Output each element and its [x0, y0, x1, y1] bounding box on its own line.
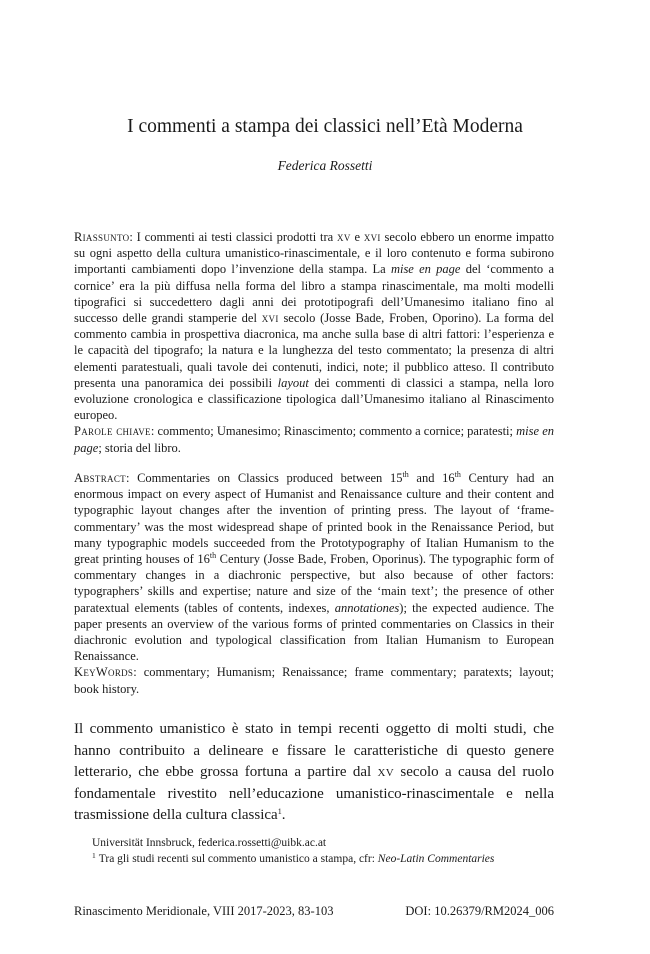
- footnotes: [92, 835, 554, 867]
- author-affiliation: Universität Innsbruck, federica.rossetti@uibk.ac.at: [92, 837, 327, 849]
- riassunto-paragraph: [74, 229, 554, 423]
- body-text: .: [281, 807, 286, 823]
- english-abstract-section: [74, 470, 554, 697]
- article-title: I commenti a stampa dei classici nell’Età Moderna: [127, 116, 523, 137]
- abstract-paragraph: [74, 470, 554, 664]
- italic-title: Neo-Latin Commentaries: [377, 853, 495, 865]
- riassunto-text: secolo ebbero un enorme impatto su ogni aspetto della cultura umanistico-rinascimentale, e il loro contenuto e forma subirono importanti cambiamenti dopo l’invenzione della stampa. La: [74, 230, 554, 277]
- century-numeral: xvi: [363, 230, 381, 244]
- footnote-1: [92, 851, 554, 867]
- page-footer: [74, 904, 554, 919]
- italic-term: mise en page: [74, 424, 554, 455]
- parole-chiave-text: ; storia del libro.: [98, 440, 181, 455]
- body-paragraph: [74, 719, 554, 827]
- italic-term: mise en page: [390, 262, 461, 277]
- ordinal-suffix: th: [402, 470, 409, 479]
- abstract-text: Century had an enormous impact on every aspect of Humanist and Renaissance culture and their content and typographic layout changes after the invention of printing press. The layout of ‘frame-commentary’ was the most widespread shape of printed book in the Renaissance Period, but many typographic models succeeded from the Prototypography of Italian Humanism to the great printing houses of 16: [74, 471, 554, 567]
- riassunto-text: secolo (Josse Bade, Froben, Oporino). La forma del commento cambia in prospettiva diacronica, ma anche sulla base di altri fattori: l’esperienza e le capacità del tipografo; la natura e la lunghezza del testo commentato; la presenza di altri elementi paratestuali, quali tavole dei contenuti, indici, note; il pubblico atteso. Il contributo presenta una panoramica dei possibili: [74, 311, 555, 390]
- italic-term: annotationes: [334, 600, 400, 615]
- italian-abstract-section: [74, 229, 554, 456]
- keywords-label: KeyWords: [74, 665, 134, 680]
- italic-term: layout: [277, 375, 309, 390]
- abstract-label: Abstract: [74, 471, 126, 485]
- body-text: secolo a causa del ruolo fondamentale rivestito nell’educazione umanistico-rinascimentale e nella trasmissione della cultura classica: [74, 764, 554, 823]
- footnote-reference[interactable]: 1: [277, 807, 282, 816]
- ordinal-suffix: th: [454, 470, 461, 479]
- riassunto-text: e: [350, 230, 364, 244]
- parole-chiave-paragraph: [74, 423, 554, 455]
- ordinal-suffix: th: [209, 551, 217, 561]
- abstract-text: : Commentaries on Classics produced between 15: [125, 471, 403, 485]
- abstract-text: and 16: [408, 471, 455, 485]
- riassunto-text: : I commenti ai testi classici prodotti tra: [129, 230, 338, 244]
- body-text: Il commento umanistico è stato in tempi recenti oggetto di molti studi, che hanno contribuito a delineare e fissare le caratteristiche di questo genere letterario, che ebbe grossa fortuna a partire dal: [74, 721, 554, 780]
- riassunto-text: del ‘commento a cornice’ era la più diffusa nella forma del libro a stampa rinascimentale, ma molti modelli tipografici si succedettero dagli anni dei prototipografi dell’Umanesimo italiano fino al successo delle grandi stamperie del: [74, 262, 554, 326]
- article-author: Federica Rossetti: [277, 158, 373, 173]
- riassunto-text: dei commenti di classici a stampa, nella loro evoluzione cronologica e classificazione tipologica dall’Umanesimo italiano al Rinascimento europeo.: [74, 375, 555, 423]
- footnote-text: Tra gli studi recenti sul commento umanistico a stampa, cfr:: [98, 853, 378, 865]
- footnote-number: 1: [92, 851, 96, 860]
- parole-chiave-label: Parole chiave: [74, 424, 151, 439]
- abstract-text: Century (Josse Bade, Froben, Oporinus). The typographic form of commentary changes in a diachronic perspective, but also because of other factors: typographers’ skills and expertise; nature and size of the ‘main text’; the presence of other paratextual elements (tables of contents, indexes,: [74, 552, 554, 615]
- century-numeral: xv: [337, 230, 351, 244]
- century-numeral: xv: [377, 764, 395, 780]
- parole-chiave-text: : commento; Umanesimo; Rinascimento; commento a cornice; paratesti;: [150, 424, 517, 439]
- keywords-text: : commentary; Humanism; Renaissance; frame commentary; paratexts; layout; book history.: [74, 665, 554, 696]
- journal-citation: Rinascimento Meridionale, VIII 2017-2023, 83-103: [74, 904, 334, 918]
- century-numeral: xvi: [261, 311, 279, 326]
- riassunto-label: Riassunto: [74, 230, 130, 244]
- keywords-paragraph: [74, 664, 554, 696]
- doi[interactable]: DOI: 10.26379/RM2024_006: [405, 904, 554, 918]
- abstract-text: ); the expected audience. The paper presents an overview of the various forms of printed commentaries on Classics in their diachronic evolution and typological classification from Italian Humanism to European Renaissance.: [74, 600, 554, 664]
